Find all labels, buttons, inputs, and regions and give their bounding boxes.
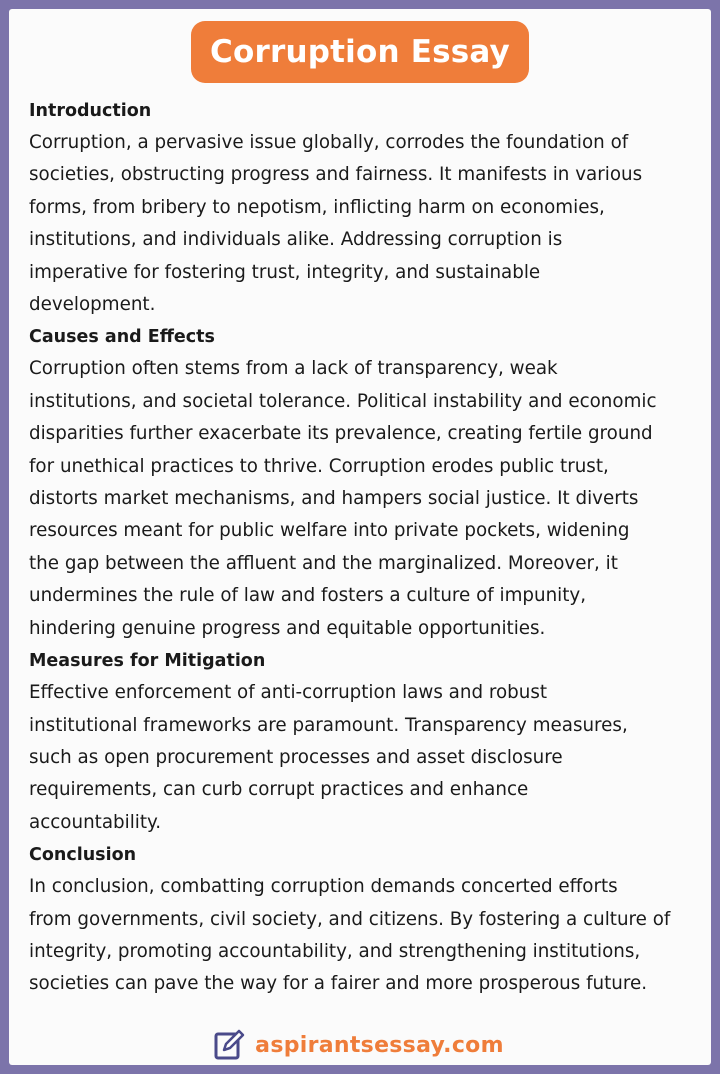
text-line: resources meant for public welfare into private pockets, widening <box>29 520 630 542</box>
text-line: from governments, civil society, and citizens. By fostering a culture of <box>29 908 671 930</box>
text-line: Corruption often stems from a lack of transparency, weak <box>29 358 558 380</box>
text-line: distorts market mechanisms, and hampers social justice. It diverts <box>29 488 639 510</box>
text-line: Effective enforcement of anti-corruption laws and robust <box>29 682 548 704</box>
text-line: for unethical practices to thrive. Corruption erodes public trust, <box>29 455 609 477</box>
text-line: societies can pave the way for a fairer and more prosperous future. <box>29 973 648 995</box>
section-heading: Conclusion <box>29 845 137 866</box>
text-line: institutional frameworks are paramount. Transparency measures, <box>29 714 628 736</box>
text-line: forms, from bribery to nepotism, inflicting harm on economies, <box>29 196 605 218</box>
footer <box>9 1028 711 1062</box>
text-line: imperative for fostering trust, integrity, and sustainable <box>29 261 541 283</box>
section-paragraph <box>29 353 704 645</box>
text-line: institutions, and individuals alike. Addressing corruption is <box>29 229 563 251</box>
text-line: development. <box>29 294 156 316</box>
text-line: In conclusion, combatting corruption demands concerted efforts <box>29 876 618 898</box>
section-heading: Introduction <box>29 101 152 121</box>
section-paragraph <box>29 677 704 839</box>
text-line: institutions, and societal tolerance. Political instability and economic <box>29 390 657 412</box>
text-line: requirements, can curb corrupt practices and enhance <box>29 779 529 801</box>
text-line: disparities further exacerbate its prevalence, creating fertile ground <box>29 423 653 445</box>
section-paragraph <box>29 127 704 321</box>
text-line: integrity, promoting accountability, and strengthening institutions, <box>29 940 641 962</box>
text-line: societies, obstructing progress and fairness. It manifests in various <box>29 164 643 186</box>
section-introduction <box>29 95 704 321</box>
text-line: the gap between the affluent and the marginalized. Moreover, it <box>29 552 618 574</box>
text-line: accountability. <box>29 811 162 833</box>
footer-brand[interactable] <box>213 1029 504 1061</box>
edit-icon <box>213 1029 245 1061</box>
section-paragraph <box>29 871 704 1001</box>
essay-card <box>9 9 711 1065</box>
section-conclusion <box>29 839 704 1001</box>
text-line: such as open procurement processes and asset disclosure <box>29 746 563 768</box>
text-line: undermines the rule of law and fosters a culture of impunity, <box>29 585 587 607</box>
text-line: Corruption, a pervasive issue globally, corrodes the foundation of <box>29 132 629 153</box>
page-title: Corruption Essay <box>191 21 529 83</box>
site-url[interactable]: aspirantsessay.com <box>255 1032 504 1058</box>
section-heading: Causes and Effects <box>29 327 215 348</box>
section-causes-and-effects <box>29 321 704 645</box>
section-heading: Measures for Mitigation <box>29 651 266 672</box>
section-measures-for-mitigation <box>29 645 704 839</box>
text-line: hindering genuine progress and equitable opportunities. <box>29 617 546 639</box>
essay-content <box>29 95 704 1001</box>
